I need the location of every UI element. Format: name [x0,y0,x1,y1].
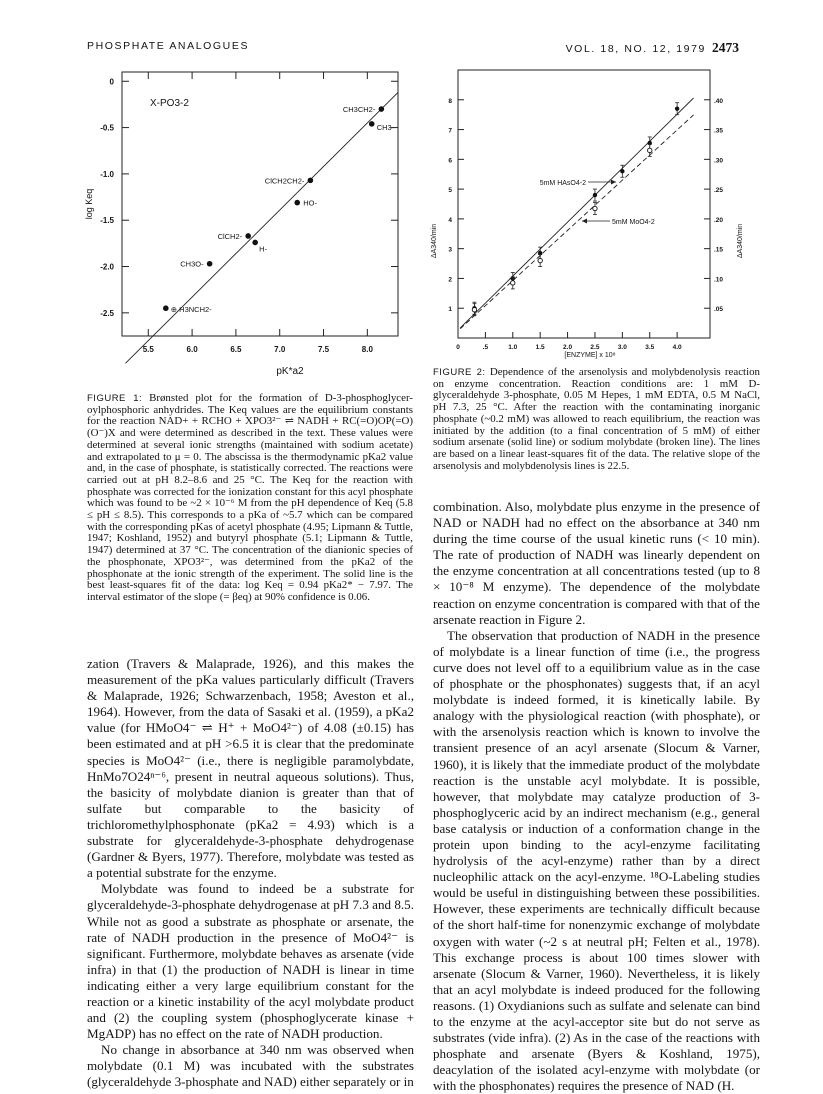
x-tick-label: 3.0 [617,344,627,351]
y-tick-label: 6 [448,157,452,165]
data-point [207,261,213,267]
left-paragraph: Molybdate was found to indeed be a substrate for glyceraldehyde-3-phosphate dehydrogenase at pH 7.3 and 8.5. While not as good a substrate as phosphate or arsenate, the rate of NADH production in the presence of MoO4²⁻ is significant. Furthermore, molybdate behaves as arsenate (vide infra) in that (1) the production of NADH is linear in time indicating either a very large equilibrium constant for the reaction or a kinetic instability of the acyl molybdate product and (2) the coupling system (phosphoglycerate kinase + MgADP) has no effect on the rate of NADH production. [87,881,414,1042]
data-point [252,240,258,246]
x-tick-label: 7.0 [274,345,286,354]
x-tick-label: 6.5 [230,345,242,354]
y-tick-label: 3 [448,246,452,254]
right-paragraph: combination. Also, molybdate plus enzyme in the presence of NAD or NADH had no effect on the absorbance at 340 nm during the time course of the usual kinetic runs (< 10 min). The rate of production of NADH was linearly dependent on the enzyme concentration at all concentrations tested (up to 8 × 10⁻⁸ M enzyme). The dependence of the molybdate reaction on enzyme concentration is compared with that of the arsenate reaction in Figure 2. [433,499,760,627]
x-tick-label: 1.0 [508,344,518,351]
point-label: H- [259,244,268,254]
y-right-tick-label: .05 [714,306,724,314]
point-label: ⊕ H3NCH2- [170,305,212,315]
running-title: PHOSPHATE ANALOGUES [87,40,250,52]
arsenate-point [675,107,679,111]
x-tick-label: 7.5 [317,345,330,354]
molybdate-point [538,258,542,262]
data-point [369,121,375,127]
y-axis-label-left: ΔA340/min [431,223,438,259]
left-paragraph: zation (Travers & Malaprade, 1926), and this makes the measurement of the pKa values particularly difficult (Travers & Malaprade, 1926; Schwarzenbach, 1958; Aveston et al., 1964). However, from the data of Sasaki et al. (1959), a pKa2 value (for HMoO4⁻ ⇌ H⁺ + MoO4²⁻) of 4.08 (±0.15) has been estimated and at pH >6.5 it is clear that the predominate species is MoO4²⁻ (i.e., there is negligible paramolybdate, HnMo7O24ⁿ⁻⁶, present in neutral aqueous solutions). Thus, the basicity of molybdate dianion is greater than that of sulfate but comparable to the basicity of trichloromethylphosphonate (pKa2 = 4.93) which is a substrate for glyceraldehyde-3-phosphate dehydrogenase (Gardner & Byers, 1977). Therefore, molybdate was tested as a potential substrate for the enzyme. [87,656,414,881]
data-point [245,233,251,239]
figure-2-caption [433,367,760,472]
volume-info [566,40,739,56]
y-right-tick-label: .20 [714,216,724,224]
data-point [294,200,300,206]
x-tick-label: 8.0 [361,345,373,354]
chart-annotation: X-PO3-2 [150,98,189,109]
x-tick-label: 4.0 [672,344,682,351]
x-tick-label: 6.0 [186,345,198,354]
volume-label: VOL. 18, NO. 12, 1979 [565,43,706,55]
point-label: CH3- [376,122,395,132]
x-tick-label: .5 [482,344,489,351]
y-tick-label: -1.5 [100,216,114,226]
y-tick-label: 7 [448,127,452,135]
right-paragraph: The observation that production of NADH in the presence of molybdate is a linear function of time (i.e., the progress curve does not level off to a equilibrium value as in the case of phosphate or the phosphonates) suggests that, if an acyl molybdate is indeed formed, it is kinetically labile. By analogy with the physiological reaction (with phosphate), or with the arsenolysis reaction which is known to involve the transient presence of an acyl arsenate (Slocum & Varner, 1960), it is likely that the immediate product of the molybdate reaction is the unstable acyl molybdate. It is possible, however, that molybdate may catalyze production of 3-phosphoglyceric acid by an indirect mechanism (e.g., general base catalysis or induction of a conformation change in the protein upon binding to the acyl-enzyme facilitating hydrolysis of the acyl-enzyme) rather than by a direct nucleophilic attack on the acyl-enzyme. ¹⁸O-Labeling studies would be useful in distinguishing between these possibilities. However, these experiments are technically difficult because of the short half-time for nonenzymic exchange of molybdate oxygen with water (~2 s at neutral pH; Felten et al., 1978). This exchange process is about 100 times slower with arsenate (Slocum & Varner, 1960). Nevertheless, it is likely that an acyl molybdate is indeed produced for the following reasons. (1) Oxydianions such as sulfate and selenate can bind to the enzyme at the acyl-acceptor site but do not serve as substrates (vide infra). (2) As in the case of the reactions with phosphate and arsenate (Byers & Koshland, 1975), deacylation of the isolated acyl-enzyme with molybdate (or with the phosphonates) requires the presence of NAD (H. [433,627,760,1094]
figure-1-caption-label: FIGURE 1: [87,393,143,404]
x-tick-label: 3.5 [645,344,655,351]
y-tick-label: -1.0 [100,169,114,179]
molybdate-series-label: 5mM MoO4-2 [612,219,655,226]
y-tick-label: 0 [109,77,114,87]
arrowhead [582,219,587,224]
y-right-tick-label: .35 [714,127,724,135]
data-point [163,305,169,311]
y-tick-label: -0.5 [100,123,114,133]
plot-frame [458,70,710,338]
point-label: ClCH2CH2- [264,176,305,186]
x-axis-label: pK*a2 [276,366,304,377]
x-tick-label: 2.0 [563,344,573,351]
arrowhead [611,180,616,185]
x-axis-label: [ENZYME] x 10⁸ [564,352,616,359]
y-right-tick-label: .25 [714,187,724,195]
figure-1-caption-text: Brønsted plot for the formation of D-3-phosphoglycer-oylphosphoric anhydrides. The Keq values are the equilibrium constants for the reaction NAD+ + RCHO + XPO3²⁻ ⇌ NADH + RC(=O)OP(=O)(O⁻)X and were determined as described in the text. These values were determined at several ionic strengths (maintained with sodium acetate) and extrapolated to μ = 0. The abscissa is the thermodynamic pKa2 value and, in the case of phosphate, is statistically corrected. The reactions were carried out at pH 8.2–8.6 and 25 °C. The Keq for the reaction with phosphate was corrected for the ionization constant for this acyl phosphate which was found to be ~2 × 10⁻⁶ M from the pH dependence of Keq (5.8 ≤ pH ≤ 8.5). This corresponds to a pKa of ~5.7 which can be compared with the corresponding pKas of acetyl phosphate (4.95; Lipmann & Tuttle, 1947; Koshland, 1952) and butyryl phosphate (5.1; Lipmann & Tuttle, 1947) determined at 37 °C. The concentration of the dianionic species of the phosphonate, XPO3²⁻, was determined from the pKa2 of the phosphonate at the ionic strength of the experiment. The solid line is the best least-squares fit of the data: log Keq = 0.94 pKa2* − 7.97. The interval estimator of the slope (= βeq) at 90% confidence is 0.06. [87,392,413,603]
x-tick-label: 5.5 [142,345,154,354]
molybdate-fit-line [460,115,693,329]
y-right-tick-label: .40 [714,97,724,105]
y-tick-label: 2 [448,276,452,284]
y-axis-label-right: ΔA340/min [737,223,744,259]
right-column-text [433,499,760,1094]
molybdate-point [472,308,476,312]
y-right-tick-label: .30 [714,157,724,165]
arsenate-fit-line [460,98,693,328]
y-tick-label: 5 [448,187,452,195]
left-paragraph: No change in absorbance at 340 nm was observed when molybdate (0.1 M) was incubated with the substrates (glyceraldehyde 3-phosphate and NAD) either separately or in [87,1042,414,1090]
left-column-text [87,656,414,1091]
molybdate-point [593,206,597,210]
figure-1-caption [87,393,413,604]
y-tick-label: 4 [448,216,452,224]
molybdate-point [511,281,515,285]
x-tick-label: 2.5 [590,344,600,351]
point-label: CH3O- [180,259,204,269]
y-tick-label: -2.5 [100,308,114,318]
y-tick-label: 8 [448,97,452,105]
y-right-tick-label: .15 [714,246,724,254]
figure-2-chart [431,66,762,366]
arsenate-point [593,193,597,197]
figure-2-caption-text: Dependence of the arsenolysis and molybdenolysis reaction on enzyme concentration. Reaction conditions are: 1 mM D-glyceraldehyde 3-phosphate, 0.05 M Hepes, 1 mM EDTA, 0.5 M NaCl, pH 7.3, 25 °C. After the reaction with the contaminating inorganic phosphate (~0.2 mM) was allowed to reach equilibrium, the reaction was initiated by the addition (to a final concentration of 5 mM) of either sodium arsenate (solid line) or sodium molybdate (broken line). The lines are based on a linear least-squares fit of the data. The relative slope of the arsenolysis and molybdenolysis lines is 22.5. [433,366,760,472]
x-tick-label: 1.5 [535,344,545,351]
y-tick-label: 1 [448,306,452,314]
page-number: 2473 [712,40,739,55]
data-point [308,178,314,184]
x-tick-label: 0 [456,344,460,351]
data-point [379,106,385,112]
fit-line [126,92,398,363]
figure-1-chart [80,64,415,392]
y-right-tick-label: .10 [714,276,724,284]
arsenate-point [620,169,624,173]
y-axis-label: log Keq [84,188,94,220]
point-label: ClCH2- [217,231,243,241]
figure-2-caption-label: FIGURE 2: [433,367,486,378]
molybdate-point [648,148,652,152]
arsenate-series-label: 5mM HAsO4-2 [539,180,586,187]
point-label: CH3CH2- [342,105,376,115]
y-tick-label: -2.0 [100,262,114,272]
point-label: HO- [303,198,317,208]
